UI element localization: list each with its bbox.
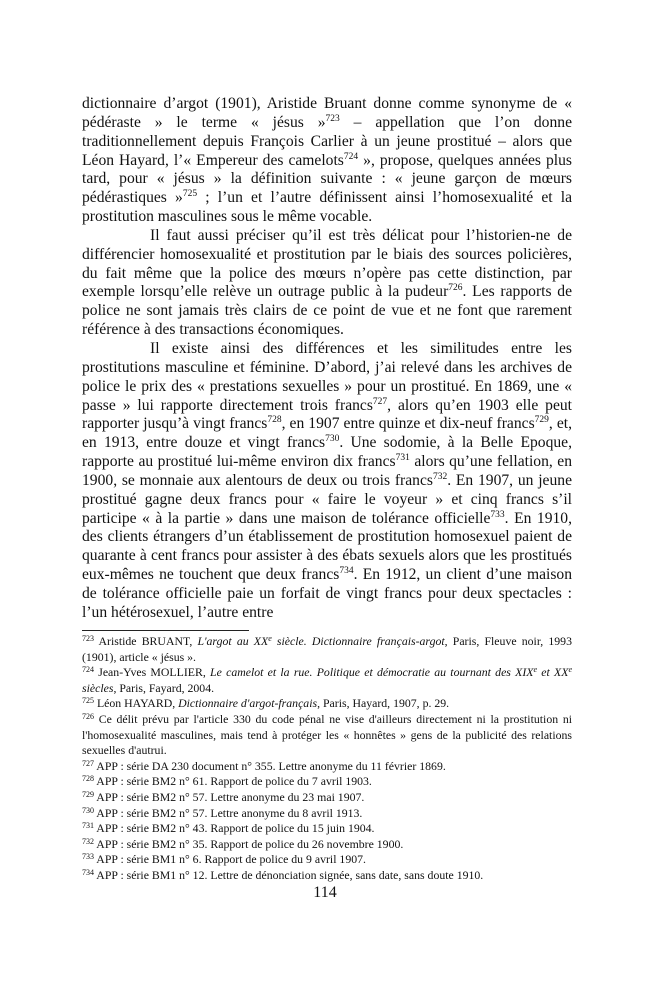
italic-title: Le camelot et la rue. Politique et démocratie au tournant des XIX <box>210 665 534 680</box>
footnotes <box>82 634 572 884</box>
footnote-number: 728 <box>82 774 94 784</box>
text-segment: APP : série BM1 n° 6. Rapport de police du 9 avril 1907. <box>94 852 366 867</box>
body-text <box>82 95 572 623</box>
text-segment: . En 1907, un jeune prostitué gagne deux francs pour « faire le voyeur » et cinq francs s’il participe « à la partie » dans une maison de tolérance officielle <box>82 471 572 527</box>
footnote-number: 725 <box>82 696 94 706</box>
footnote <box>82 868 572 884</box>
paragraph <box>82 340 572 623</box>
footnote-ref: 726 <box>448 283 463 294</box>
text-segment: – appellation que l’on donne traditionnellement depuis François Carlier à un jeune prostitué – alors que Léon Hayard, l’« Empereur des camelots <box>82 113 572 169</box>
italic-title: Dictionnaire d'argot-français <box>178 696 318 711</box>
footnote-number: 730 <box>82 805 94 815</box>
text-segment: dictionnaire d’argot (1901), Aristide Bruant donne comme synonyme de « pédéraste » le terme « jésus » <box>82 95 572 131</box>
footnote <box>82 774 572 790</box>
superscript-ordinal: e <box>568 665 573 675</box>
footnote-ref: 731 <box>395 453 410 464</box>
italic-title: L'argot au XX <box>197 634 269 648</box>
text-segment: Jean-Yves MOLLIER, <box>94 665 211 680</box>
footnote-number: 723 <box>82 634 94 643</box>
text-segment: . En 1910, des clients étrangers d’un établissement de prostitution homosexuel paient de quarante à cent francs pour assister à des ébats sexuels alors que les prostitués eux-mêmes ne touchent que deux francs <box>82 509 572 584</box>
footnote-number: 732 <box>82 836 94 846</box>
text-segment: , et, en 1913, entre douze et vingt francs <box>82 415 572 452</box>
text-segment: Il existe ainsi des différences et les similitudes entre les prostitutions masculine et féminine. D’abord, j’ai relevé dans les archives de police le prix des « prestations sexuelles » pour un prostitué. En 1869, une « passe » lui rapporte directement trois francs <box>82 339 572 414</box>
text-segment: alors qu’une fellation, en 1900, se monnaie aux alentours de deux ou trois francs <box>82 453 572 489</box>
footnote-number: 726 <box>82 711 94 721</box>
text-segment: APP : série BM1 n° 12. Lettre de dénonciation signée, sans date, sans doute 1910. <box>94 867 484 882</box>
text-segment: , en 1907 entre quinze et dix-neuf francs <box>281 415 535 433</box>
footnote <box>82 790 572 806</box>
footnote-ref: 725 <box>182 189 198 200</box>
text-segment: », propose, quelques années plus tard, pour « jésus » la définition suivante : « jeune garçon de mœurs pédérastiques » <box>82 151 572 207</box>
text-segment: APP : série BM2 n° 61. Rapport de police du 7 avril 1903. <box>94 774 372 789</box>
text-segment: Il faut aussi préciser qu’il est très délicat pour l’historien-ne de différencier homosexualité et prostitution par le biais des sources policières, du fait même que la police des mœurs n’opère pas cette distinction, par exemple lorsqu’elle relève un outrage public à la pudeur <box>82 226 572 301</box>
footnote-ref: 730 <box>325 434 340 445</box>
page-number: 114 <box>313 884 337 901</box>
footnote-ref: 724 <box>343 151 359 162</box>
footnote <box>82 696 572 712</box>
footnote <box>82 852 572 868</box>
text-segment: APP : série BM2 n° 57. Lettre anonyme du 23 mai 1907. <box>94 789 365 804</box>
footnote-number: 733 <box>82 852 94 862</box>
text-segment: , Paris, Hayard, 1907, p. 29. <box>317 696 450 711</box>
italic-title: siècle. Dictionnaire français-argot <box>271 634 445 648</box>
superscript-ordinal: e <box>268 634 272 643</box>
footnote <box>82 665 572 696</box>
footnote-number: 724 <box>82 665 94 675</box>
footnote-ref: 732 <box>432 471 448 482</box>
footnote-number: 734 <box>82 867 94 877</box>
text-segment: Ce délit prévu par l'article 330 du code pénal ne vise d'ailleurs directement ni la prostitution ni l'homosexualité masculines, mais tend à protéger les « honnêtes » gens de la publicité des relations sexuelles d'autrui. <box>82 711 572 758</box>
text-segment: APP : série BM2 n° 35. Rapport de police du 26 novembre 1900. <box>94 836 404 851</box>
footnote-number: 729 <box>82 789 94 799</box>
text-segment: APP : série BM2 n° 43. Rapport de police du 15 juin 1904. <box>94 821 375 836</box>
superscript-ordinal: e <box>533 665 538 675</box>
text-segment: . Les rapports de police ne sont jamais très clairs de ce point de vue et ne font que rarement référence à des transactions économiques. <box>82 283 572 339</box>
text-segment: Léon HAYARD, <box>94 696 179 711</box>
footnote-number: 727 <box>82 758 94 768</box>
text-segment: APP : série BM2 n° 57. Lettre anonyme du 8 avril 1913. <box>94 805 363 820</box>
footnote-number: 731 <box>82 821 94 831</box>
text-segment: APP : série DA 230 document n° 355. Lettre anonyme du 11 février 1869. <box>94 758 446 773</box>
text-segment: , Paris, Fleuve noir, 1993 (1901), article « jésus ». <box>82 634 572 664</box>
footnote <box>82 837 572 853</box>
footnote <box>82 759 572 775</box>
footnote <box>82 806 572 822</box>
footnote-ref: 727 <box>372 396 388 407</box>
italic-title: siècles <box>82 680 114 695</box>
footnote-ref: 733 <box>490 509 505 520</box>
footnote <box>82 634 572 665</box>
italic-title: et XX <box>537 665 569 680</box>
footnote-ref: 728 <box>267 415 282 426</box>
paragraph <box>82 227 572 340</box>
footnote-separator <box>82 630 249 631</box>
text-segment: Aristide BRUANT, <box>94 634 198 648</box>
text-segment: . En 1912, un client d’une maison de tolérance officielle paie un forfait de vingt francs pour deux spectacles : l’un hétérosexuel, l’autre entre <box>82 566 572 621</box>
text-segment: , alors qu’en 1903 elle peut rapporter jusqu’à vingt francs <box>82 396 572 433</box>
footnote-ref: 723 <box>325 113 340 124</box>
text-segment: . Une sodomie, à la Belle Epoque, rapporte au prostitué lui-même environ dix francs <box>82 434 572 471</box>
footnote <box>82 821 572 837</box>
footnote <box>82 712 572 759</box>
paragraph <box>82 95 572 227</box>
footnote-ref: 734 <box>339 566 354 577</box>
text-segment: ; l’un et l’autre définissent ainsi l’homosexualité et la prostitution masculines sous le même vocable. <box>82 189 573 226</box>
footnote-ref: 729 <box>534 415 549 426</box>
text-segment: , Paris, Fayard, 2004. <box>113 680 215 695</box>
